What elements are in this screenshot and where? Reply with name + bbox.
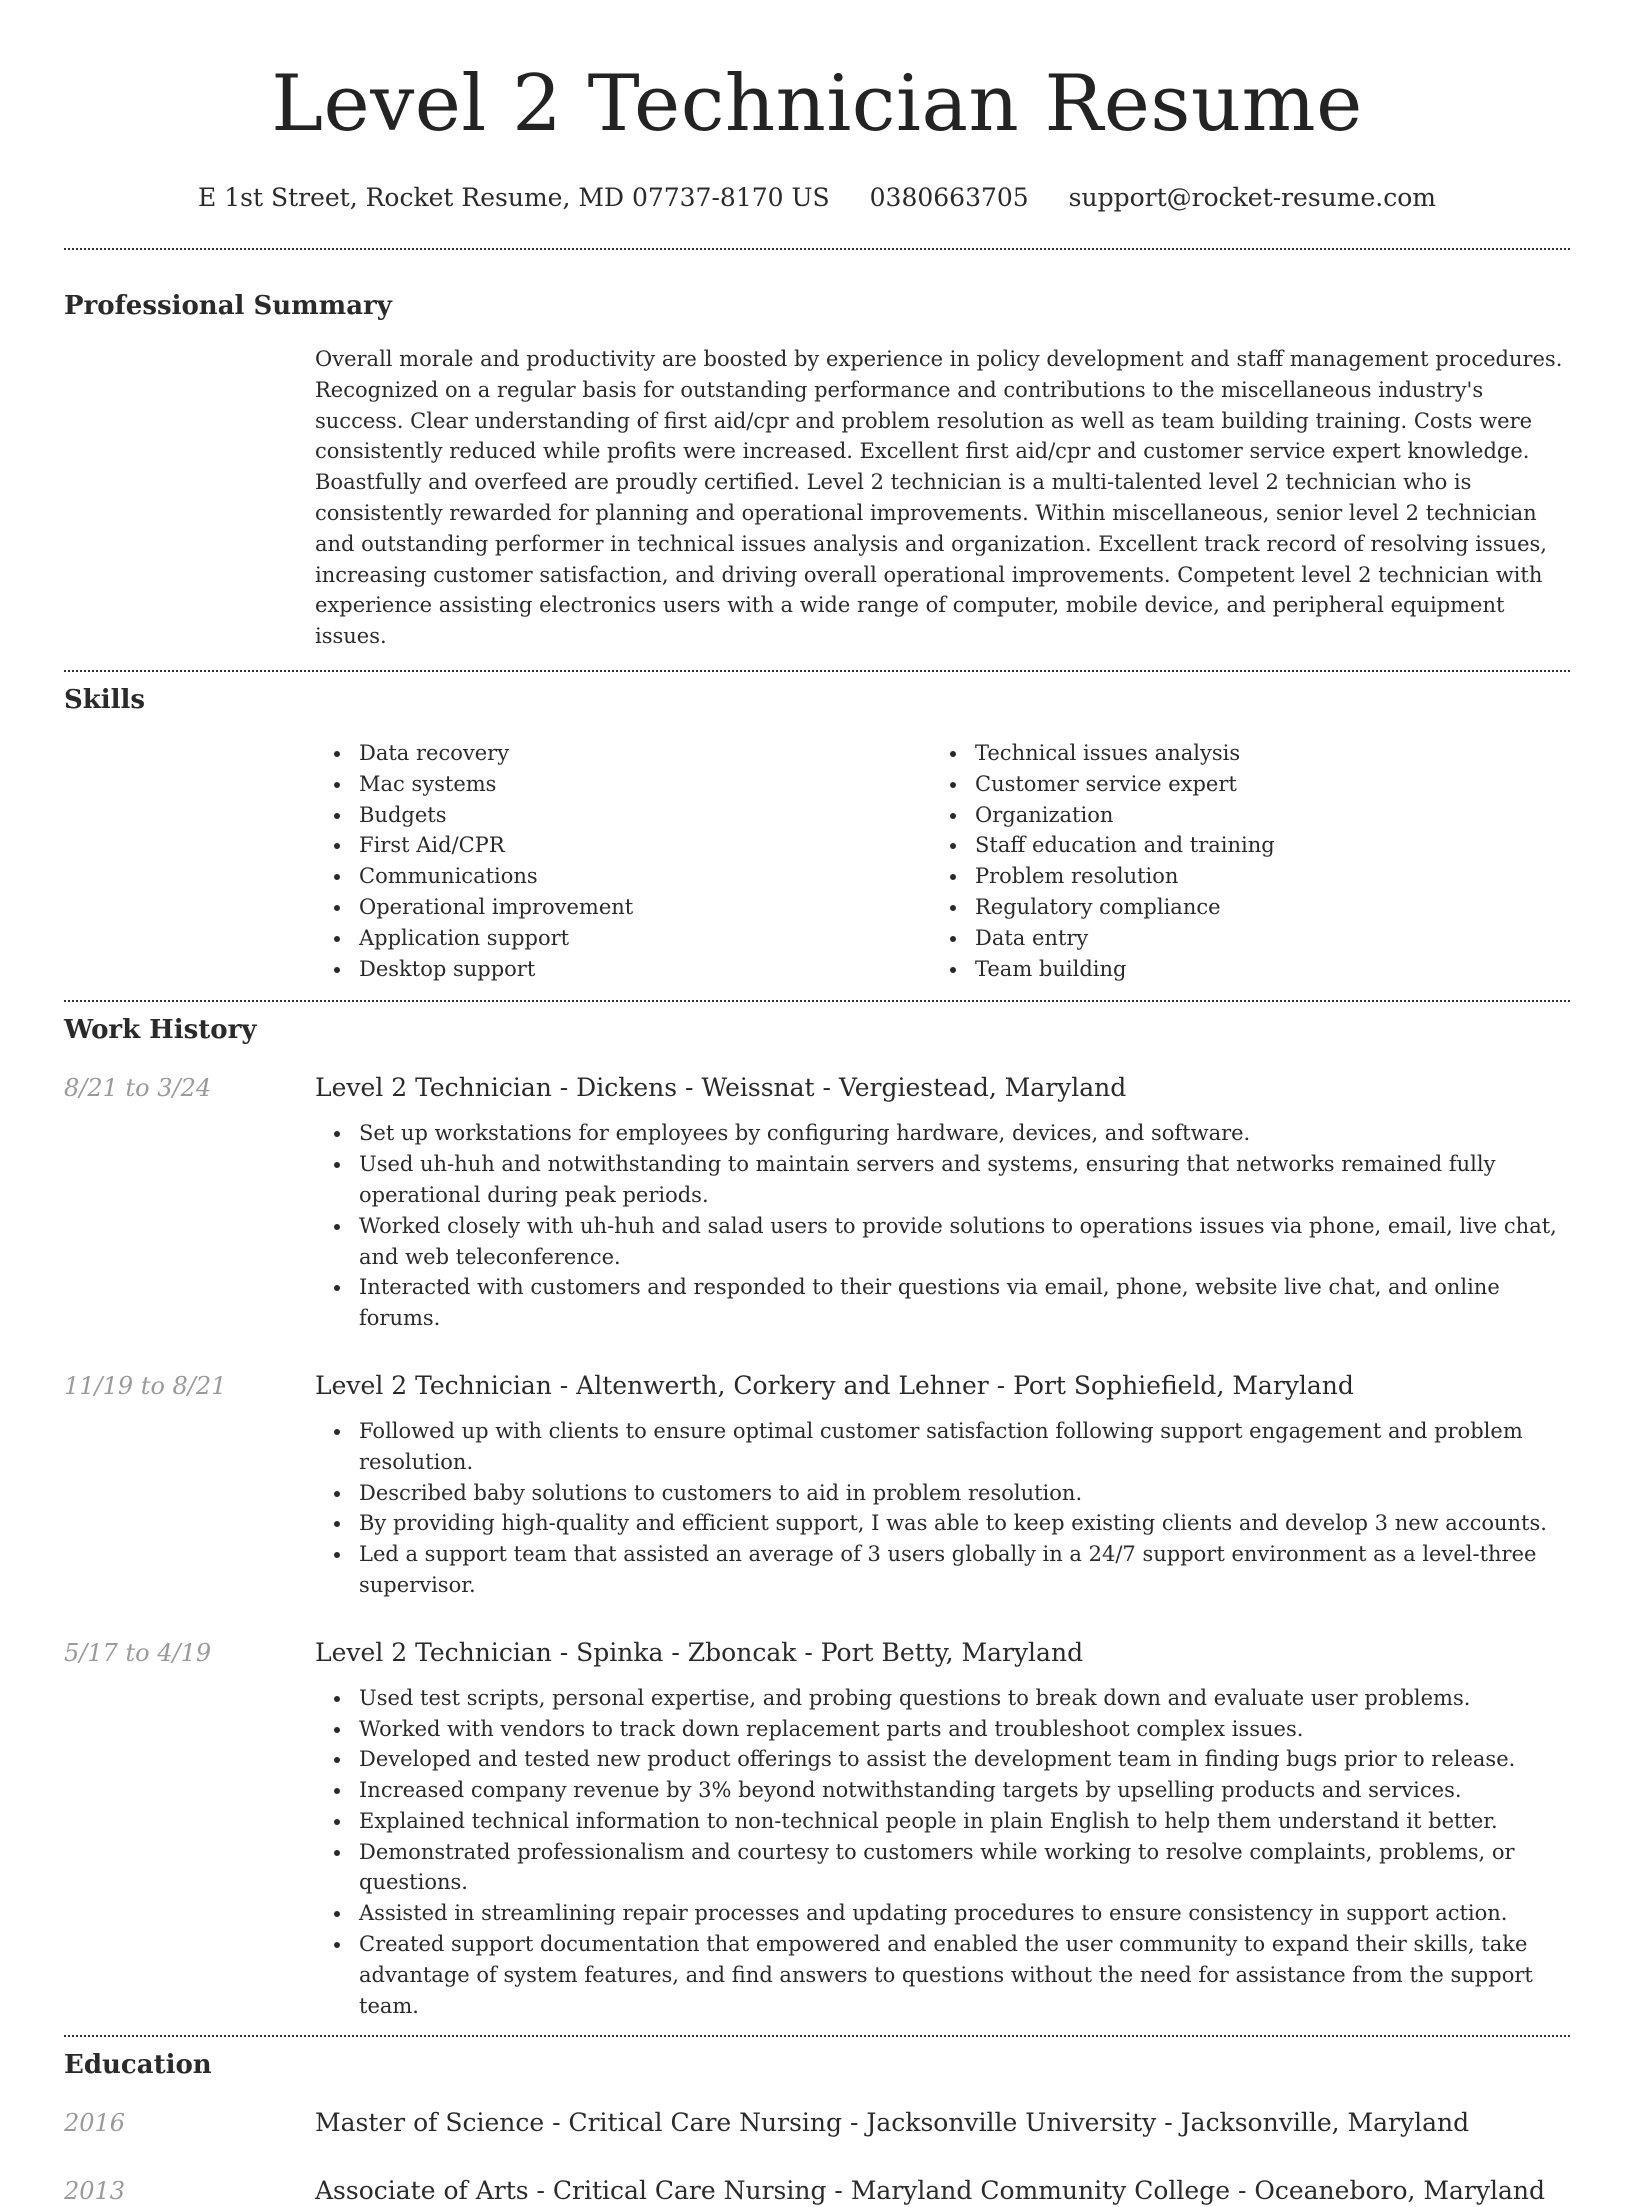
skill-item: Staff education and training xyxy=(975,830,1571,861)
job-title: Level 2 Technician - Altenwerth, Corkery and Lehner - Port Sophiefield, Maryland xyxy=(315,1370,1354,1400)
education-entry xyxy=(64,2107,1570,2139)
job-bullet: Developed and tested new product offerings to assist the development team in finding bugs prior to release. xyxy=(359,1744,1570,1775)
section-title-work: Work History xyxy=(64,1015,257,1046)
section-title-summary: Professional Summary xyxy=(64,291,392,321)
job-bullet: Interacted with customers and responded to their questions via email, phone, website live chat, and online forums. xyxy=(359,1272,1570,1334)
job-entry xyxy=(64,1637,1570,2022)
contact-line xyxy=(64,182,1570,214)
job-date: 8/21 to 3/24 xyxy=(64,1074,212,1103)
section-title-skills: Skills xyxy=(64,684,146,715)
divider xyxy=(64,670,1570,672)
job-bullet: Followed up with clients to ensure optimal customer satisfaction following support engagement and problem resolution. xyxy=(359,1416,1570,1478)
skills-list-left xyxy=(315,738,931,984)
contact-email: support@rocket-resume.com xyxy=(1068,183,1436,212)
job-bullets xyxy=(315,1118,1570,1334)
skill-item: First Aid/CPR xyxy=(359,830,931,861)
section-title-education: Education xyxy=(64,2050,212,2081)
skill-item: Budgets xyxy=(359,800,931,831)
divider xyxy=(64,1000,1570,1002)
skills-grid xyxy=(315,738,1570,984)
job-bullet: Led a support team that assisted an average of 3 users globally in a 24/7 support environment as a level-three supervisor. xyxy=(359,1539,1570,1601)
contact-address: E 1st Street, Rocket Resume, MD 07737-8170 US xyxy=(198,183,830,212)
job-bullet: Worked with vendors to track down replacement parts and troubleshoot complex issues. xyxy=(359,1714,1570,1745)
skill-item: Organization xyxy=(975,800,1571,831)
summary-body xyxy=(315,344,1570,652)
education-date: 2013 xyxy=(64,2177,126,2206)
job-bullet: Demonstrated professionalism and courtesy to customers while working to resolve complaints, problems, or questions. xyxy=(359,1837,1570,1899)
skill-item: Team building xyxy=(975,954,1571,985)
skill-item: Technical issues analysis xyxy=(975,738,1571,769)
job-bullet: Increased company revenue by 3% beyond notwithstanding targets by upselling products and services. xyxy=(359,1775,1570,1806)
skill-item: Data recovery xyxy=(359,738,931,769)
skill-item: Data entry xyxy=(975,923,1571,954)
job-bullet: Created support documentation that empowered and enabled the user community to expand their skills, take advantage of system features, and find answers to questions without the need for assistance from the support team. xyxy=(359,1929,1570,2021)
job-bullets xyxy=(315,1416,1570,1601)
skills-list-right xyxy=(931,738,1571,984)
education-text: Master of Science - Critical Care Nursing - Jacksonville University - Jacksonville, Maryland xyxy=(315,2108,1470,2138)
education-date: 2016 xyxy=(64,2109,126,2138)
job-bullet: By providing high-quality and efficient support, I was able to keep existing clients and develop 3 new accounts. xyxy=(359,1508,1570,1539)
job-title: Level 2 Technician - Spinka - Zboncak - Port Betty, Maryland xyxy=(315,1637,1084,1667)
skill-item: Operational improvement xyxy=(359,892,931,923)
job-entry xyxy=(64,1072,1570,1334)
job-bullets xyxy=(315,1683,1570,2022)
job-bullet: Worked closely with uh-huh and salad users to provide solutions to operations issues via phone, email, live chat, and web teleconference. xyxy=(359,1211,1570,1273)
job-bullet: Used uh-huh and notwithstanding to maintain servers and systems, ensuring that networks remained fully operational during peak periods. xyxy=(359,1149,1570,1211)
skill-item: Mac systems xyxy=(359,769,931,800)
skill-item: Customer service expert xyxy=(975,769,1571,800)
skills-section xyxy=(64,684,1570,984)
skill-item: Communications xyxy=(359,861,931,892)
job-bullet: Explained technical information to non-technical people in plain English to help them understand it better. xyxy=(359,1806,1570,1837)
summary-section xyxy=(64,290,1570,652)
education-entry xyxy=(64,2175,1570,2207)
job-title: Level 2 Technician - Dickens - Weissnat - Vergiestead, Maryland xyxy=(315,1073,1127,1103)
skill-item: Desktop support xyxy=(359,954,931,985)
skill-item: Regulatory compliance xyxy=(975,892,1571,923)
job-bullet: Set up workstations for employees by configuring hardware, devices, and software. xyxy=(359,1118,1570,1149)
contact-phone: 0380663705 xyxy=(869,183,1029,212)
education-text: Associate of Arts - Critical Care Nursing - Maryland Community College - Oceaneboro, Maryland xyxy=(315,2176,1545,2206)
divider xyxy=(64,2035,1570,2037)
skill-item: Problem resolution xyxy=(975,861,1571,892)
job-bullet: Used test scripts, personal expertise, and probing questions to break down and evaluate user problems. xyxy=(359,1683,1570,1714)
page-title: Level 2 Technician Resume xyxy=(271,59,1363,149)
resume-page xyxy=(64,0,1570,2207)
job-bullet: Described baby solutions to customers to aid in problem resolution. xyxy=(359,1478,1570,1509)
divider xyxy=(64,248,1570,250)
summary-text: Overall morale and productivity are boosted by experience in policy development and staff management procedures. Recognized on a regular basis for outstanding performance and contributions to the miscellaneous industry's success. Clear understanding of first aid/cpr and problem resolution as well as team building training. Costs were consistently reduced while profits were increased. Excellent first aid/cpr and customer service expert knowledge. Boastfully and overfeed are proudly certified. Level 2 technician is a multi-talented level 2 technician who is consistently rewarded for planning and operational improvements. Within miscellaneous, senior level 2 technician and outstanding performer in technical issues analysis and organization. Excellent track record of resolving issues, increasing customer satisfaction, and driving overall operational improvements. Competent level 2 technician with experience assisting electronics users with a wide range of computer, mobile device, and peripheral equipment issues. xyxy=(315,347,1563,649)
job-entry xyxy=(64,1370,1570,1601)
job-date: 11/19 to 8/21 xyxy=(64,1371,227,1400)
job-date: 5/17 to 4/19 xyxy=(64,1638,212,1667)
education-section xyxy=(64,2049,1570,2207)
job-bullet: Assisted in streamlining repair processes and updating procedures to ensure consistency in support action. xyxy=(359,1898,1570,1929)
work-section xyxy=(64,1014,1570,2021)
skill-item: Application support xyxy=(359,923,931,954)
